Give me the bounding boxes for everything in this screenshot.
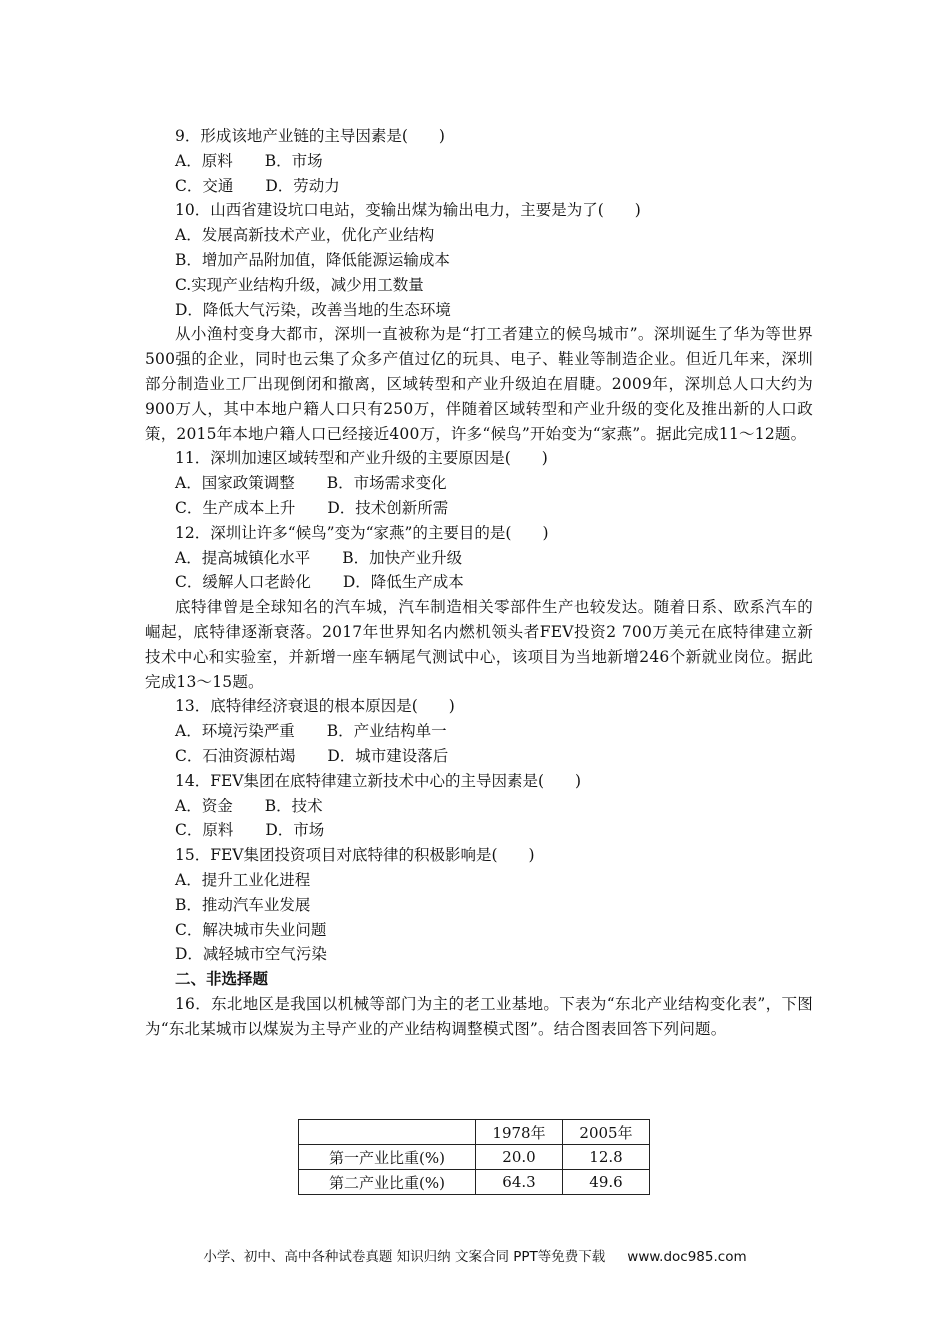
table-cell: 12.8: [563, 1145, 650, 1170]
option: B．市场: [264, 151, 323, 170]
exam-content: [145, 124, 813, 1041]
question-12-stem: 12．深圳让许多“候鸟”变为“家燕”的主要目的是( ): [175, 523, 549, 542]
question-9-stem: 9．形成该地产业链的主导因素是( ): [175, 127, 445, 145]
question-9-options-cd: [145, 174, 813, 199]
option: C．交通: [175, 176, 234, 195]
option: B．增加产品附加值，降低能源运输成本: [175, 250, 450, 269]
option: D．降低大气污染，改善当地的生态环境: [175, 300, 451, 319]
passage-shenzhen: 从小渔村变身大都市，深圳一直被称为是“打工者建立的候鸟城市”。深圳诞生了华为等世界500强的企业，同时也云集了众多产值过亿的玩具、电子、鞋业等制造企业。但近几年来，深圳部分制造业工厂出现倒闭和撤离，区域转型和产业升级迫在眉睫。2009年，深圳总人口大约为900万人，其中本地户籍人口只有250万，伴随着区域转型和产业升级的变化及推出新的人口政策，2015年本地户籍人口已经接近400万，许多“候鸟”开始变为“家燕”。据此完成11～12题。: [145, 325, 813, 443]
option: D．劳动力: [265, 176, 340, 195]
option: C.实现产业结构升级，减少用工数量: [175, 275, 424, 294]
option: C．解决城市失业问题: [175, 920, 327, 939]
question-15-stem: 15．FEV集团投资项目对底特律的积极影响是( ): [175, 846, 535, 865]
page-footer: [0, 1245, 950, 1265]
question-16-stem: 16．东北地区是我国以机械等部门为主的老工业基地。下表为“东北产业结构变化表”，下图为“东北某城市以煤炭为主导产业的产业结构调整模式图”。结合图表回答下列问题。: [145, 994, 813, 1038]
option: D．降低生产成本: [342, 573, 464, 592]
option: A．环境污染严重: [175, 722, 295, 741]
question-14-options-cd: [145, 818, 813, 843]
question-11-stem: 11．深圳加速区域转型和产业升级的主要原因是( ): [175, 449, 548, 468]
question-10-stem: 10．山西省建设坑口电站，变输出煤为输出电力，主要是为了( ): [175, 201, 641, 220]
table-cell: 第二产业比重(%): [299, 1170, 476, 1195]
table-cell: 64.3: [476, 1170, 563, 1195]
question-13-options-cd: [145, 744, 813, 769]
option: A．国家政策调整: [175, 474, 295, 493]
option: D．城市建设落后: [327, 746, 449, 765]
question-9-options-ab: [145, 149, 813, 174]
question-14-options-ab: [145, 794, 813, 819]
option: B．推动汽车业发展: [175, 895, 311, 914]
passage-detroit: 底特律曾是全球知名的汽车城，汽车制造相关零部件生产也较发达。随着日系、欧系汽车的崛起，底特律逐渐衰落。2017年世界知名内燃机领头者FEV投资2 700万美元在底特律建立新技术中心和实验室，并新增一座车辆尾气测试中心，该项目为当地新增246个新就业岗位。据此完成13～15题。: [145, 598, 813, 691]
option: C．石油资源枯竭: [175, 746, 296, 765]
option: B．产业结构单一: [326, 722, 447, 741]
question-14-stem: 14．FEV集团在底特律建立新技术中心的主导因素是( ): [175, 771, 582, 790]
option: A．原料: [175, 151, 233, 170]
option: D．减轻城市空气污染: [175, 945, 327, 964]
table-row: [299, 1145, 650, 1170]
industry-structure-table: [298, 1119, 650, 1195]
option: B．技术: [264, 796, 323, 815]
question-11-options-ab: [145, 471, 813, 496]
option: A．资金: [175, 796, 233, 815]
footer-text: 小学、初中、高中各种试卷真题 知识归纳 文案合同 PPT等免费下载: [203, 1249, 606, 1265]
question-11-options-cd: [145, 496, 813, 521]
option: A．发展高新技术产业，优化产业结构: [175, 226, 435, 245]
option: C．生产成本上升: [175, 498, 296, 517]
option: A．提高城镇化水平: [175, 548, 311, 567]
table-header-cell: 1978年: [476, 1120, 563, 1145]
option: D．技术创新所需: [327, 498, 449, 517]
question-12-options-cd: [145, 570, 813, 595]
table-header-row: [299, 1120, 650, 1145]
question-13-stem: 13．底特律经济衰退的根本原因是( ): [175, 697, 455, 716]
question-13-options-ab: [145, 719, 813, 744]
table-row: [299, 1170, 650, 1195]
question-12-options-ab: [145, 546, 813, 571]
option: C．原料: [175, 821, 234, 840]
table-cell: 49.6: [563, 1170, 650, 1195]
table-cell: 第一产业比重(%): [299, 1145, 476, 1170]
option: C．缓解人口老龄化: [175, 573, 311, 592]
option: A．提升工业化进程: [175, 870, 311, 889]
option: D．市场: [265, 821, 325, 840]
section-heading: 二、非选择题: [175, 969, 269, 989]
table-cell: 20.0: [476, 1145, 563, 1170]
table-header-cell: [299, 1120, 476, 1145]
table-header-cell: 2005年: [563, 1120, 650, 1145]
option: B．加快产业升级: [342, 548, 463, 567]
option: B．市场需求变化: [326, 474, 447, 493]
footer-link[interactable]: www.doc985.com: [627, 1249, 747, 1265]
